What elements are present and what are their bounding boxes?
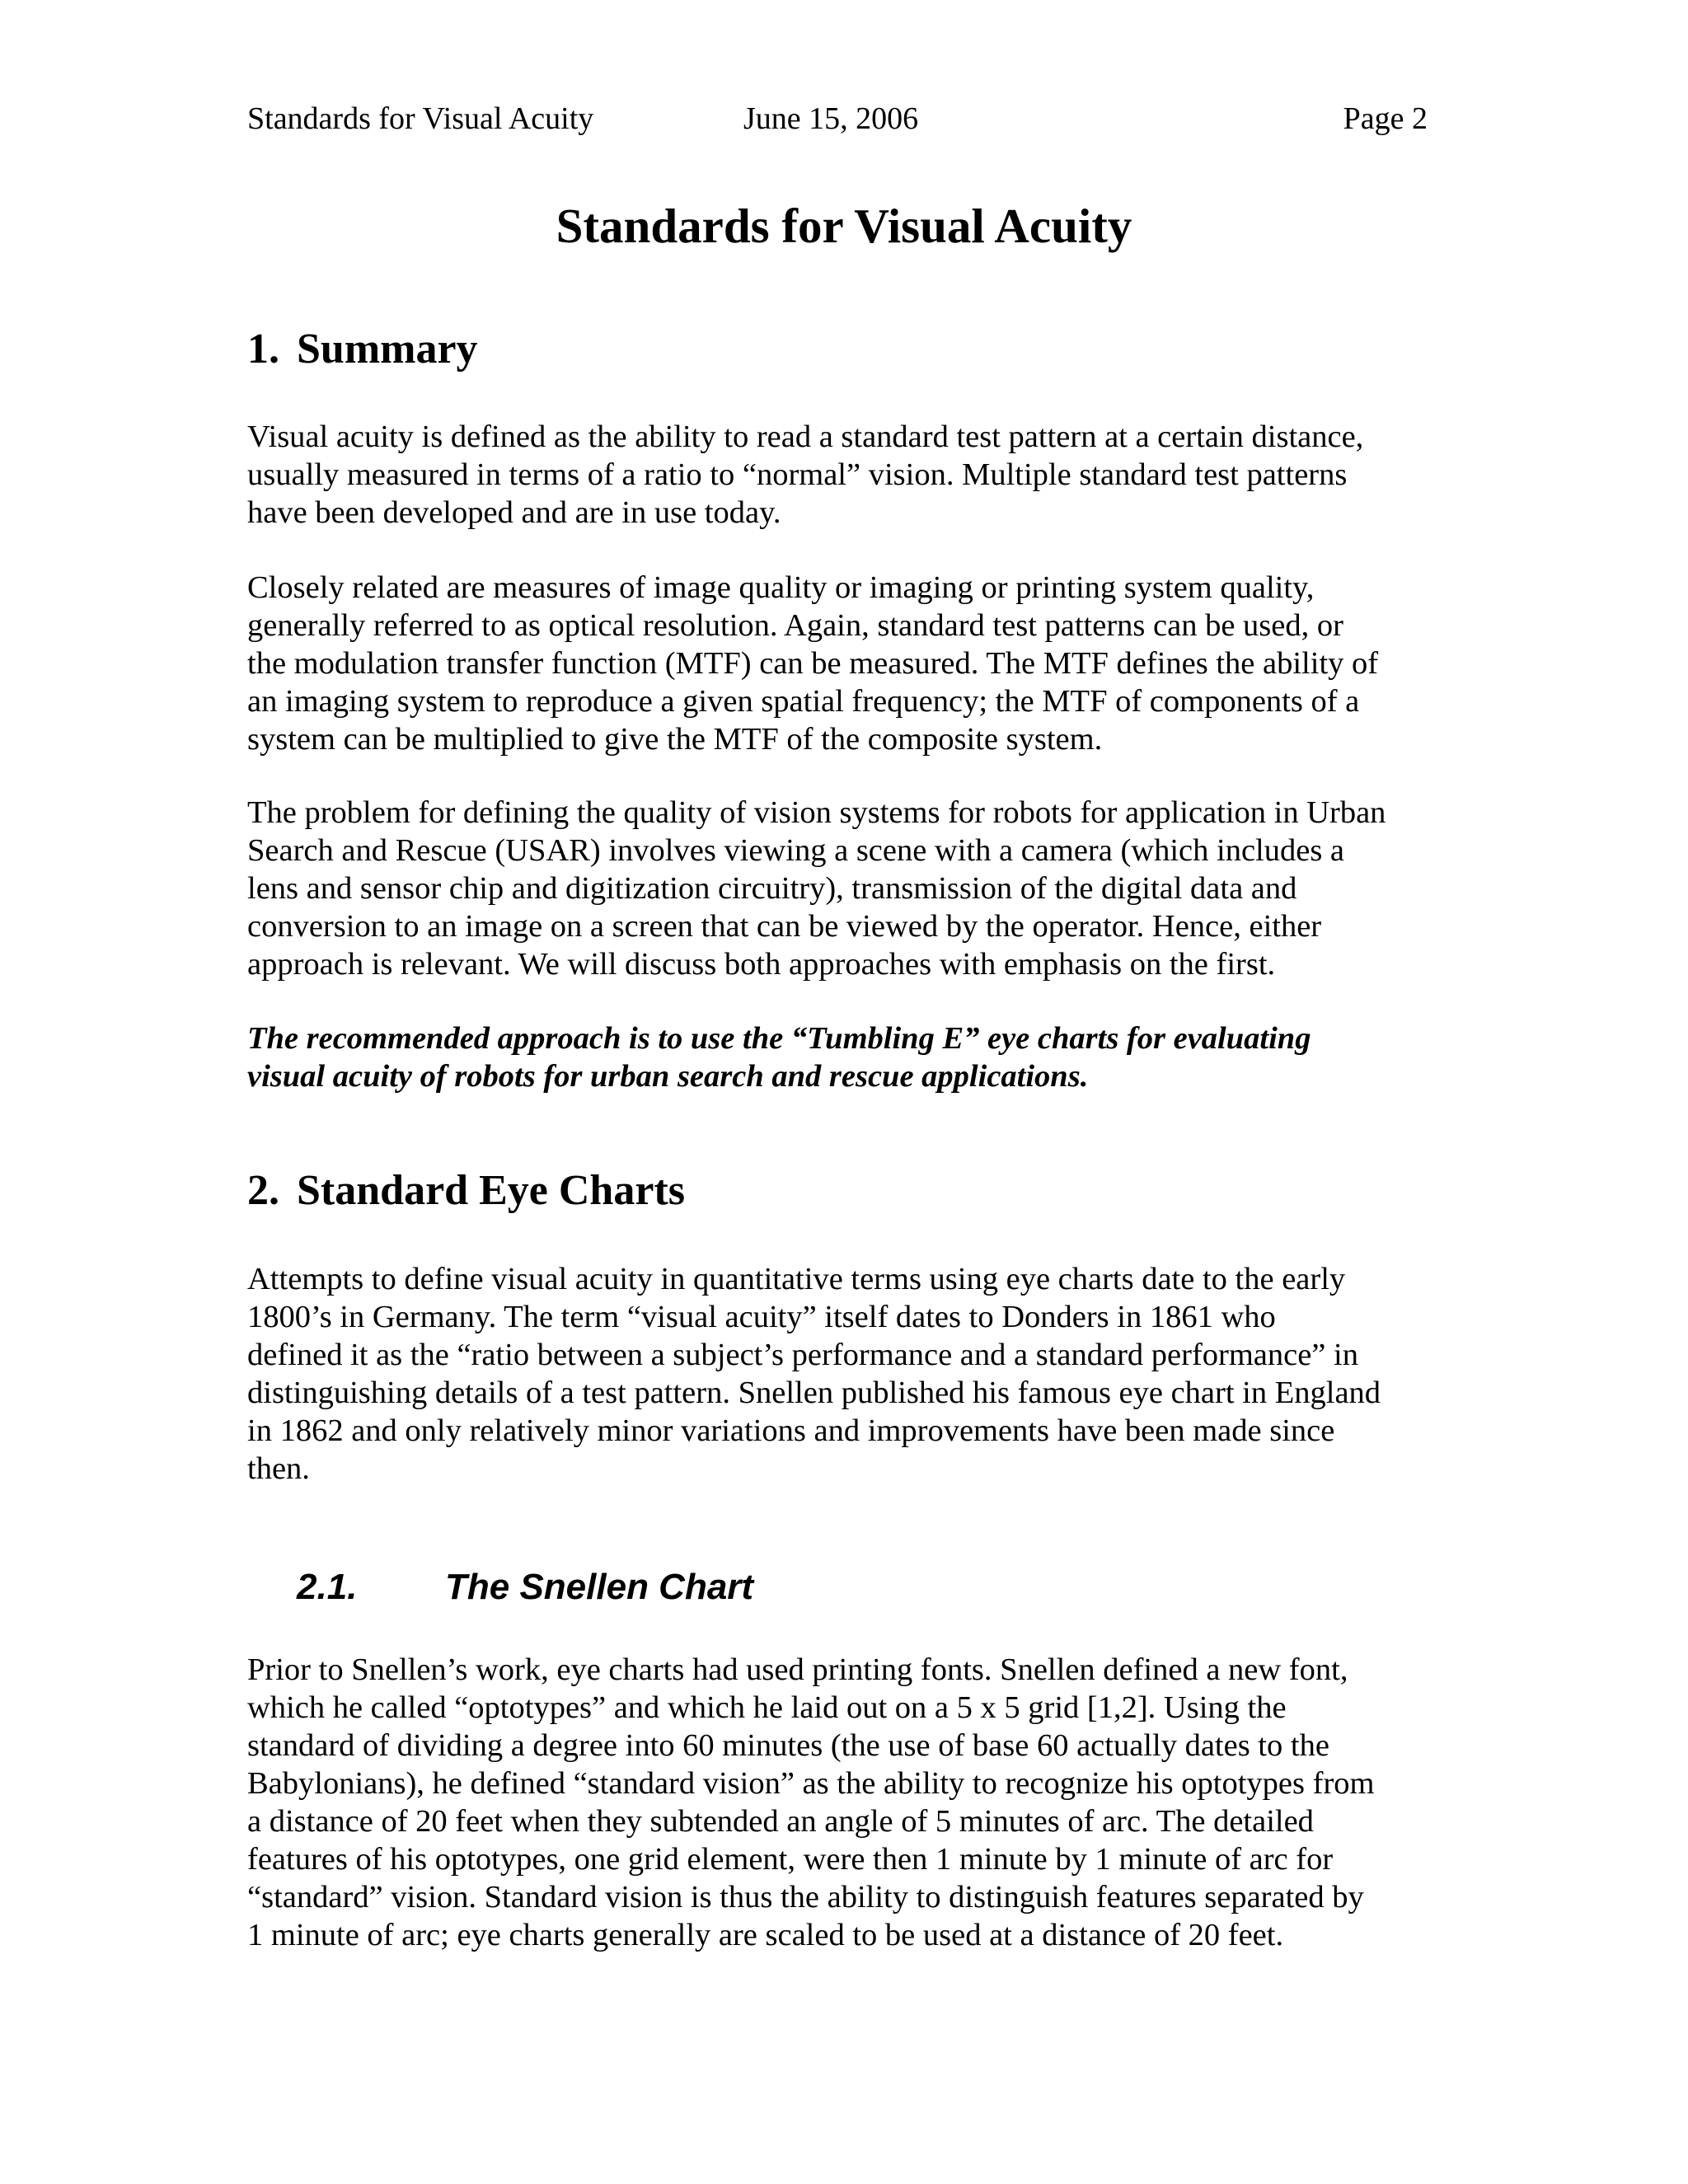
- text-line: lens and sensor chip and digitization circuitry), transmission of the digital data and: [247, 871, 1297, 906]
- section-number: 2.: [247, 1167, 279, 1214]
- subsection-title: The Snellen Chart: [445, 1567, 754, 1607]
- running-header: [247, 97, 1428, 140]
- text-line: Search and Rescue (USAR) involves viewing a scene with a camera (which includes a: [247, 833, 1345, 868]
- text-line: usually measured in terms of a ratio to “normal” vision. Multiple standard test patterns: [247, 457, 1348, 492]
- subsection-number: 2.1.: [297, 1567, 358, 1607]
- text-line: conversion to an image on a screen that can be viewed by the operator. Hence, either: [247, 909, 1322, 944]
- section-title: Standard Eye Charts: [297, 1167, 685, 1214]
- text-line: “standard” vision. Standard vision is thus the ability to distinguish features separated by: [247, 1880, 1364, 1915]
- text-line: visual acuity of robots for urban search and rescue applications.: [247, 1059, 1089, 1094]
- text-line: Attempts to define visual acuity in quantitative terms using eye charts date to the early: [247, 1262, 1346, 1296]
- text-line: system can be multiplied to give the MTF of the composite system.: [247, 722, 1103, 757]
- text-line: 1 minute of arc; eye charts generally are scaled to be used at a distance of 20 feet.: [247, 1918, 1284, 1952]
- section-1-heading: [247, 323, 478, 376]
- header-document-title: Standards for Visual Acuity: [247, 101, 594, 136]
- text-line: generally referred to as optical resolution. Again, standard test patterns can be used, or: [247, 608, 1343, 643]
- text-line: Closely related are measures of image quality or imaging or printing system quality,: [247, 570, 1315, 605]
- text-line: features of his optotypes, one grid element, were then 1 minute by 1 minute of arc for: [247, 1842, 1334, 1877]
- text-line: standard of dividing a degree into 60 minutes (the use of base 60 actually dates to the: [247, 1728, 1329, 1763]
- eye-charts-paragraph: [247, 1260, 1434, 1488]
- text-line: the modulation transfer function (MTF) can be measured. The MTF defines the ability of: [247, 646, 1379, 681]
- text-line: The problem for defining the quality of vision systems for robots for application in Urban: [247, 795, 1386, 830]
- header-page-number: Page 2: [1343, 101, 1428, 136]
- section-title: Summary: [297, 326, 478, 373]
- subsection-2-1-heading: [297, 1564, 753, 1610]
- text-line: an imaging system to reproduce a given spatial frequency; the MTF of components of a: [247, 684, 1360, 719]
- document-title: Standards for Visual Acuity: [556, 199, 1132, 253]
- section-2-heading: [247, 1165, 685, 1217]
- text-line: Visual acuity is defined as the ability to read a standard test pattern at a certain distance,: [247, 419, 1364, 454]
- header-date: June 15, 2006: [743, 101, 919, 136]
- text-line: in 1862 and only relatively minor variations and improvements have been made since: [247, 1413, 1335, 1448]
- summary-paragraph-3: [247, 794, 1434, 983]
- summary-paragraph-1: [247, 418, 1434, 532]
- text-line: have been developed and are in use today.: [247, 495, 781, 530]
- section-number: 1.: [247, 326, 279, 373]
- snellen-chart-paragraph: [247, 1651, 1434, 1954]
- summary-paragraph-2: [247, 569, 1434, 758]
- text-line: The recommended approach is to use the “Tumbling E” eye charts for evaluating: [247, 1021, 1311, 1056]
- text-line: which he called “optotypes” and which he laid out on a 5 x 5 grid [1,2]. Using the: [247, 1690, 1287, 1725]
- text-line: distinguishing details of a test pattern. Snellen published his famous eye chart in England: [247, 1376, 1381, 1410]
- text-line: then.: [247, 1451, 310, 1486]
- text-line: defined it as the “ratio between a subject’s performance and a standard performance” in: [247, 1338, 1358, 1372]
- text-line: Prior to Snellen’s work, eye charts had used printing fonts. Snellen defined a new font,: [247, 1652, 1348, 1687]
- text-line: Babylonians), he defined “standard vision” as the ability to recognize his optotypes from: [247, 1766, 1375, 1801]
- text-line: a distance of 20 feet when they subtended an angle of 5 minutes of arc. The detailed: [247, 1804, 1314, 1839]
- text-line: 1800’s in Germany. The term “visual acuity” itself dates to Donders in 1861 who: [247, 1300, 1276, 1334]
- recommendation-paragraph: [247, 1019, 1434, 1095]
- text-line: approach is relevant. We will discuss both approaches with emphasis on the first.: [247, 947, 1276, 982]
